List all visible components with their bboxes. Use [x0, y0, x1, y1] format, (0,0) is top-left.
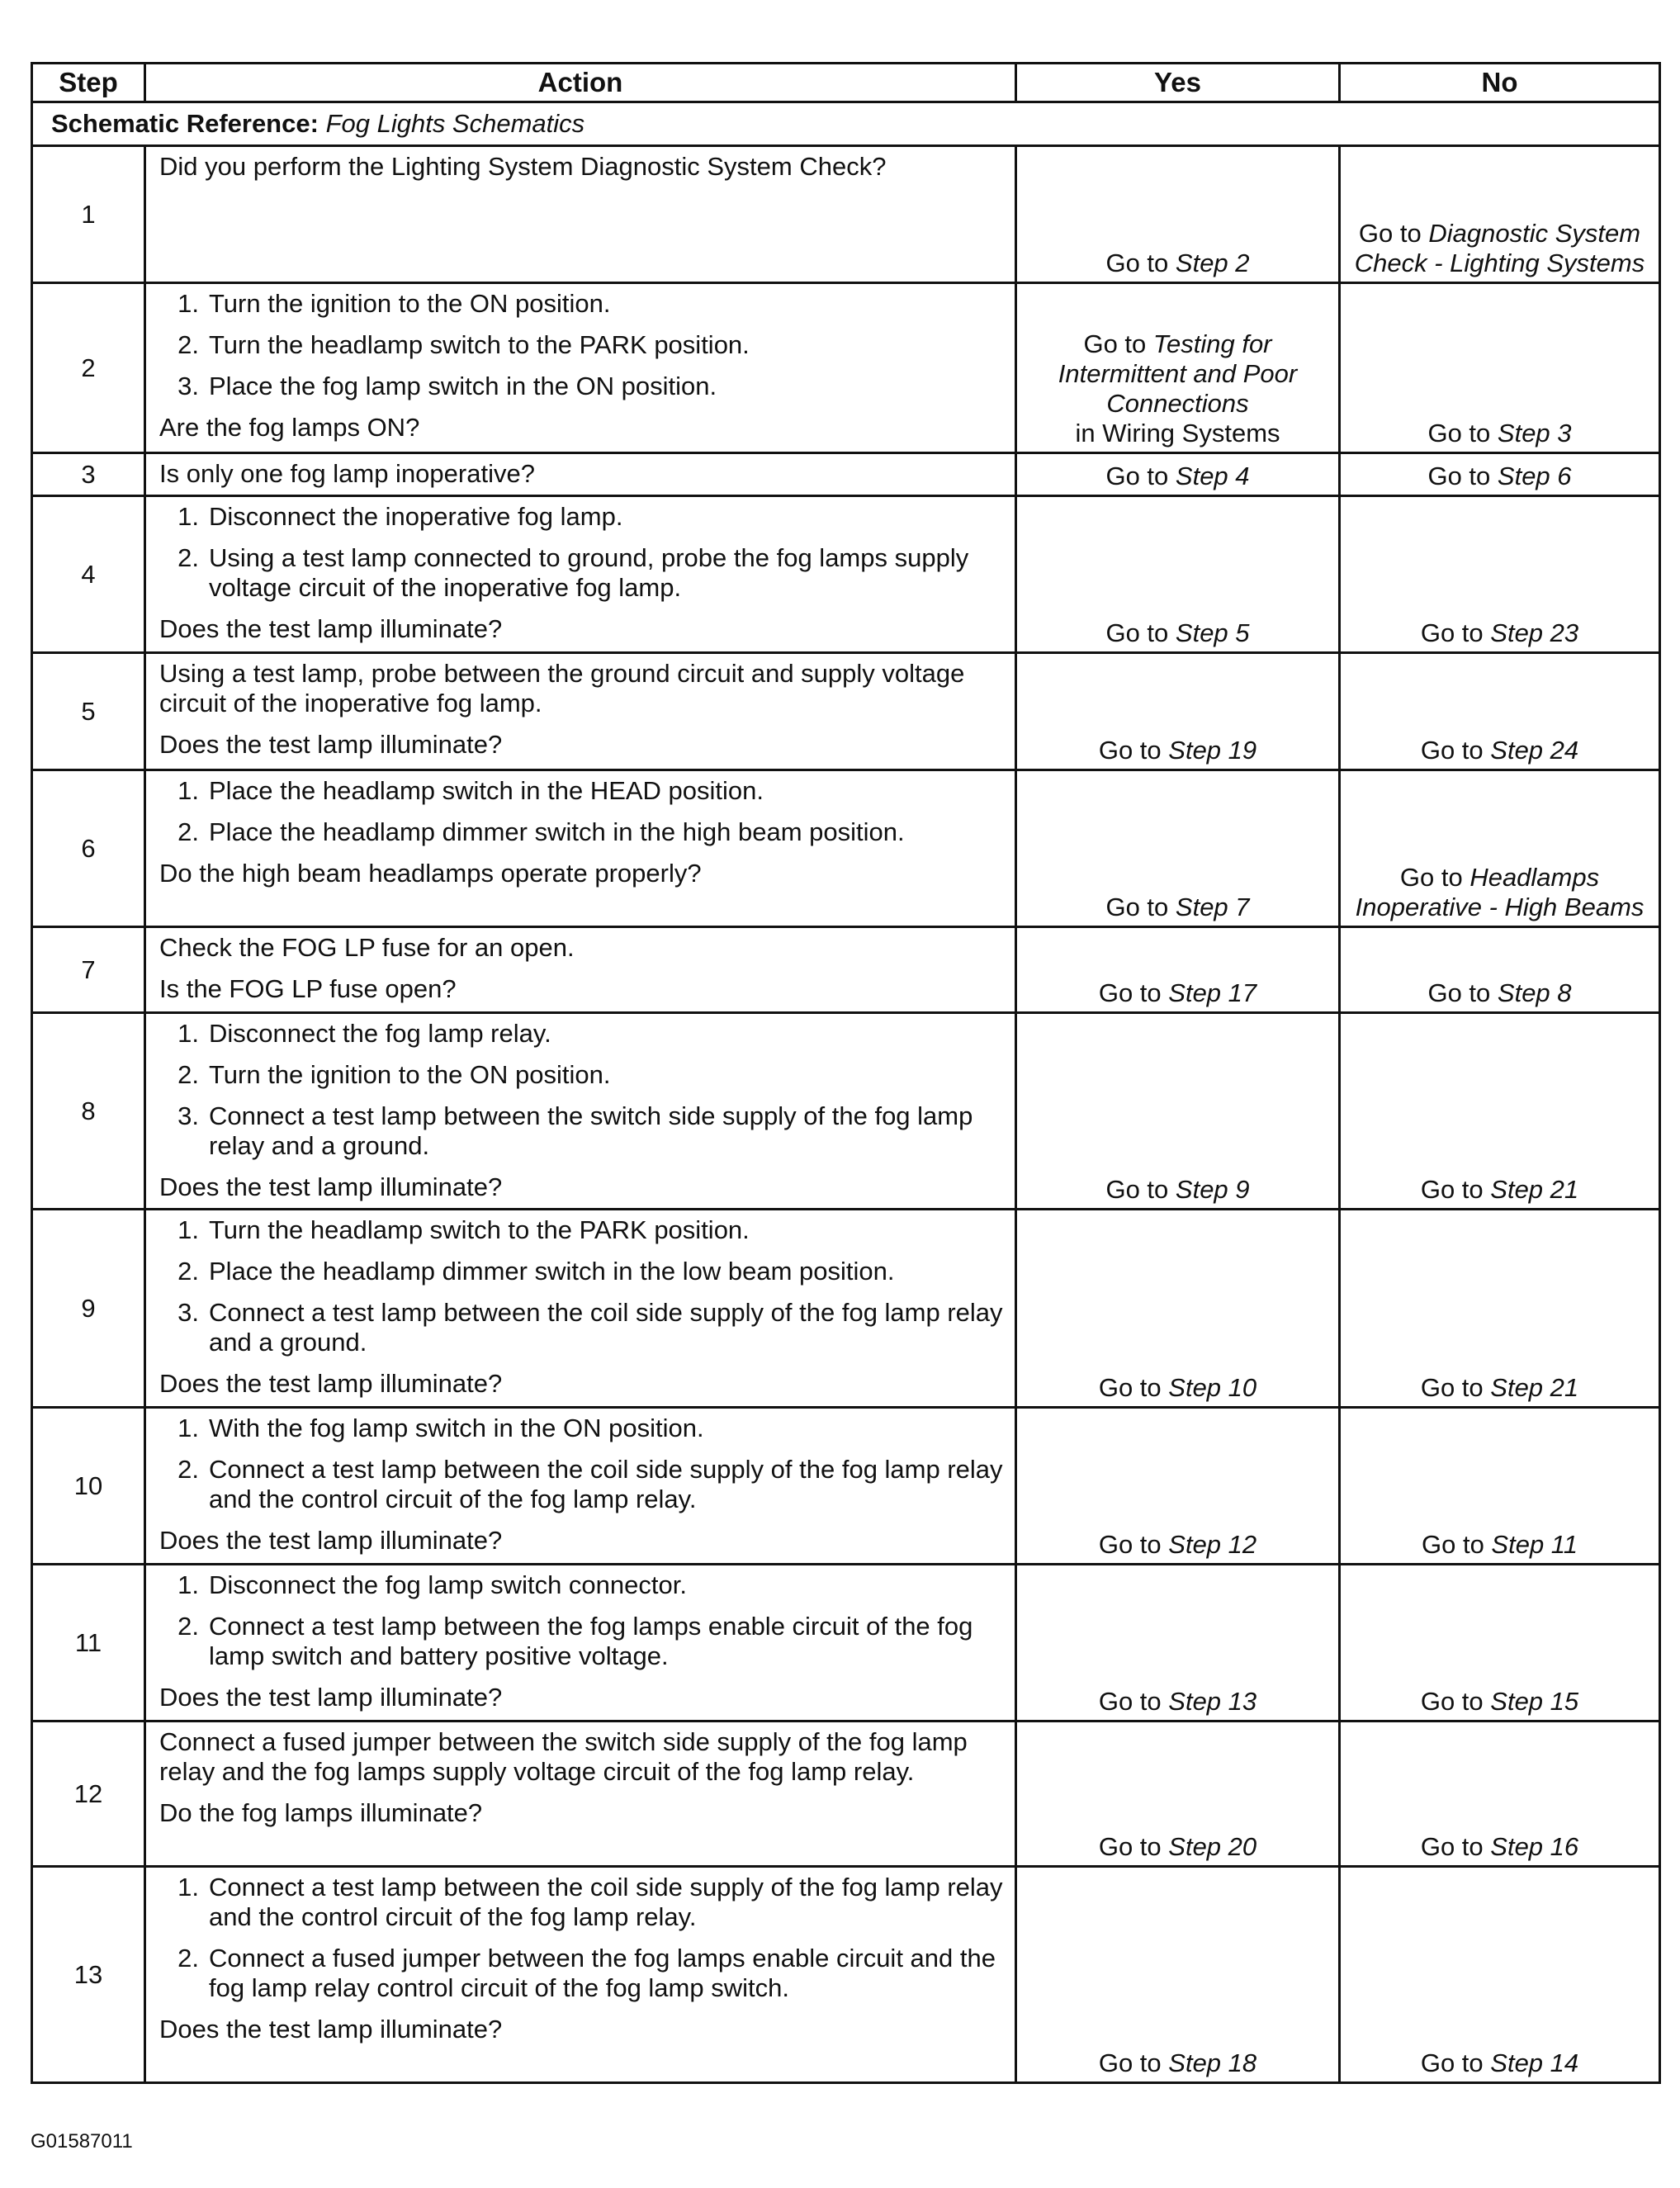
action-step-item: [159, 1257, 1003, 1286]
action-step-text: Place the headlamp switch in the HEAD position.: [209, 776, 764, 805]
action-step-item: [159, 1414, 1003, 1443]
action-steps-list: [159, 776, 1003, 847]
schematic-reference-link[interactable]: Fog Lights Schematics: [325, 109, 585, 138]
goto-link[interactable]: [1347, 618, 1652, 648]
goto-target: Step 3: [1497, 419, 1572, 448]
action-step-item: [159, 289, 1003, 319]
yes-result: [1016, 453, 1340, 496]
goto-suffix: in Wiring Systems: [1075, 419, 1280, 448]
goto-link[interactable]: [1347, 863, 1652, 922]
goto-prefix: Go to: [1105, 249, 1176, 277]
action-step-text: Place the headlamp dimmer switch in the low beam position.: [209, 1257, 895, 1286]
goto-target: Step 23: [1490, 618, 1579, 647]
goto-prefix: Go to: [1098, 1832, 1169, 1861]
yes-result: [1016, 1722, 1340, 1867]
schematic-reference: [32, 102, 1660, 146]
step-row: [32, 1722, 1660, 1867]
goto-target: Step 11: [1491, 1530, 1578, 1559]
goto-target: Step 7: [1175, 893, 1250, 921]
goto-link[interactable]: [1347, 2048, 1652, 2078]
header-row: [32, 64, 1660, 102]
action-step-number: 1.: [177, 289, 199, 318]
goto-target: Step 21: [1490, 1373, 1579, 1402]
step-number: 8: [32, 1013, 145, 1210]
action-step-number: 1.: [177, 776, 199, 805]
action-step-number: 2.: [177, 1612, 199, 1641]
step-number: 5: [32, 653, 145, 770]
action-step-number: 2.: [177, 1257, 199, 1286]
goto-prefix: Go to: [1420, 736, 1491, 765]
yes-result: [1016, 927, 1340, 1013]
goto-link[interactable]: [1024, 1373, 1332, 1403]
action-steps-list: [159, 1873, 1003, 2003]
action-question: Do the high beam headlamps operate properly?: [159, 859, 702, 888]
goto-target: Step 16: [1490, 1832, 1579, 1861]
step-row: [32, 927, 1660, 1013]
goto-target: Step 6: [1497, 462, 1572, 490]
action-step-item: [159, 1455, 1003, 1514]
action-step-text: Disconnect the fog lamp switch connector.: [209, 1570, 687, 1599]
header-yes: Yes: [1016, 64, 1340, 102]
goto-target: Step 8: [1497, 978, 1572, 1007]
action-step-number: 1.: [177, 1570, 199, 1599]
goto-target: Step 24: [1490, 736, 1579, 765]
goto-target: Step 14: [1490, 2048, 1579, 2077]
yes-result: [1016, 1565, 1340, 1722]
action-step-number: 2.: [177, 543, 199, 572]
action-step-item: [159, 817, 1003, 847]
goto-link[interactable]: [1347, 1832, 1652, 1862]
action-step-item: [159, 1944, 1003, 2003]
goto-target: Headlamps Inoperative - High Beams: [1355, 863, 1645, 921]
goto-link[interactable]: [1347, 978, 1652, 1008]
goto-target: Step 5: [1175, 618, 1250, 647]
action-step-text: Place the headlamp dimmer switch in the high beam position.: [209, 817, 905, 846]
action-question: Is only one fog lamp inoperative?: [159, 459, 535, 488]
goto-prefix: Go to: [1105, 893, 1176, 921]
goto-link[interactable]: [1347, 1687, 1652, 1717]
goto-link[interactable]: [1024, 1530, 1332, 1560]
goto-prefix: Go to: [1098, 1687, 1169, 1716]
goto-prefix: Go to: [1098, 736, 1169, 765]
action-step-number: 3.: [177, 372, 199, 400]
action-steps-list: [159, 1570, 1003, 1671]
goto-target: Step 2: [1175, 249, 1250, 277]
no-result: [1340, 770, 1660, 927]
goto-link[interactable]: [1024, 1832, 1332, 1862]
action-question: Does the test lamp illuminate?: [159, 730, 503, 759]
goto-prefix: Go to: [1420, 1175, 1491, 1204]
step-number: 11: [32, 1565, 145, 1722]
action-question: Does the test lamp illuminate?: [159, 1526, 503, 1555]
yes-result: [1016, 770, 1340, 927]
schematic-reference-row: [32, 102, 1660, 146]
step-number: 13: [32, 1867, 145, 2083]
goto-prefix: Go to: [1105, 618, 1176, 647]
action-intro: Check the FOG LP fuse for an open.: [159, 933, 575, 962]
no-result: [1340, 1565, 1660, 1722]
action-question: Do the fog lamps illuminate?: [159, 1798, 483, 1827]
goto-prefix: Go to: [1098, 978, 1169, 1007]
no-result: [1340, 496, 1660, 653]
action-step-number: 2.: [177, 1455, 199, 1484]
action-intro: Did you perform the Lighting System Diagnostic System Check?: [159, 152, 887, 181]
goto-link[interactable]: [1024, 462, 1332, 491]
action-step-text: Using a test lamp connected to ground, probe the fog lamps supply voltage circuit of the inoperative fog lamp.: [209, 543, 969, 602]
goto-target: Step 21: [1490, 1175, 1579, 1204]
goto-prefix: Go to: [1420, 2048, 1491, 2077]
step-row: [32, 146, 1660, 283]
step-number: 4: [32, 496, 145, 653]
diagnostic-table: [31, 62, 1661, 2084]
no-result: [1340, 1210, 1660, 1408]
action-step-text: Connect a test lamp between the coil side supply of the fog lamp relay and a ground.: [209, 1298, 1003, 1357]
step-number: 9: [32, 1210, 145, 1408]
schematic-reference-label: Schematic Reference:: [51, 109, 319, 138]
step-number: 3: [32, 453, 145, 496]
action-steps-list: [159, 1414, 1003, 1514]
figure-id: G01587011: [31, 2130, 133, 2152]
action-question: Does the test lamp illuminate?: [159, 1172, 503, 1201]
goto-prefix: Go to: [1083, 329, 1153, 358]
step-number: 7: [32, 927, 145, 1013]
action-question: Does the test lamp illuminate?: [159, 1683, 503, 1712]
step-number: 1: [32, 146, 145, 283]
yes-result: [1016, 496, 1340, 653]
action-steps-list: [159, 1215, 1003, 1357]
action-step-item: [159, 1215, 1003, 1245]
action-step-number: 1.: [177, 1215, 199, 1244]
action-steps-list: [159, 502, 1003, 603]
action-step-number: 2.: [177, 817, 199, 846]
action-step-text: Disconnect the inoperative fog lamp.: [209, 502, 623, 531]
goto-target: Step 18: [1168, 2048, 1257, 2077]
action-question: Are the fog lamps ON?: [159, 413, 420, 442]
goto-prefix: Go to: [1358, 219, 1429, 248]
yes-result: [1016, 653, 1340, 770]
goto-target: Testing for Intermittent and Poor Connections: [1058, 329, 1298, 418]
goto-target: Step 15: [1490, 1687, 1579, 1716]
no-result: [1340, 1722, 1660, 1867]
step-number: 2: [32, 283, 145, 453]
action-step-item: [159, 502, 1003, 532]
action-step-number: 2.: [177, 1060, 199, 1089]
step-row: [32, 496, 1660, 653]
goto-target: Step 12: [1168, 1530, 1257, 1559]
action-step-number: 2.: [177, 330, 199, 359]
step-row: [32, 1408, 1660, 1565]
goto-prefix: Go to: [1098, 2048, 1169, 2077]
step-action: [145, 453, 1016, 496]
action-step-number: 1.: [177, 1019, 199, 1048]
goto-prefix: Go to: [1105, 1175, 1176, 1204]
step-row: [32, 1013, 1660, 1210]
goto-link[interactable]: [1347, 736, 1652, 765]
goto-target: Step 9: [1175, 1175, 1250, 1204]
action-step-number: 1.: [177, 502, 199, 531]
no-result: [1340, 1013, 1660, 1210]
goto-link[interactable]: [1024, 736, 1332, 765]
goto-prefix: Go to: [1098, 1530, 1169, 1559]
action-question: Is the FOG LP fuse open?: [159, 974, 457, 1003]
goto-link[interactable]: [1024, 2048, 1332, 2078]
action-intro: Using a test lamp, probe between the ground circuit and supply voltage circuit of the inoperative fog lamp.: [159, 659, 965, 717]
header-step: Step: [32, 64, 145, 102]
action-step-text: Disconnect the fog lamp relay.: [209, 1019, 551, 1048]
yes-result: [1016, 1210, 1340, 1408]
action-step-text: Turn the headlamp switch to the PARK position.: [209, 1215, 750, 1244]
goto-link[interactable]: [1347, 1530, 1652, 1560]
action-step-text: Turn the ignition to the ON position.: [209, 1060, 611, 1089]
goto-target: Step 20: [1168, 1832, 1257, 1861]
action-step-item: [159, 1019, 1003, 1049]
yes-result: [1016, 1013, 1340, 1210]
action-steps-list: [159, 1019, 1003, 1161]
no-result: [1340, 1408, 1660, 1565]
goto-link[interactable]: [1024, 618, 1332, 648]
yes-result: [1016, 1867, 1340, 2083]
header-no: No: [1340, 64, 1660, 102]
no-result: [1340, 653, 1660, 770]
step-action: [145, 1722, 1016, 1867]
no-result: [1340, 283, 1660, 453]
action-step-item: [159, 1060, 1003, 1090]
step-action: [145, 770, 1016, 927]
action-step-text: Turn the headlamp switch to the PARK position.: [209, 330, 750, 359]
action-step-item: [159, 330, 1003, 360]
goto-link[interactable]: [1347, 1373, 1652, 1403]
action-step-text: Connect a test lamp between the coil side supply of the fog lamp relay and the control circuit of the fog lamp relay.: [209, 1873, 1003, 1931]
step-action: [145, 927, 1016, 1013]
step-action: [145, 1565, 1016, 1722]
goto-prefix: Go to: [1420, 1832, 1491, 1861]
no-result: [1340, 1867, 1660, 2083]
goto-target: Step 17: [1168, 978, 1257, 1007]
step-row: [32, 283, 1660, 453]
step-row: [32, 770, 1660, 927]
yes-result: [1016, 1408, 1340, 1565]
action-step-item: [159, 1570, 1003, 1600]
action-step-text: Place the fog lamp switch in the ON position.: [209, 372, 717, 400]
step-number: 6: [32, 770, 145, 927]
action-question: Does the test lamp illuminate?: [159, 2015, 503, 2044]
goto-link[interactable]: [1347, 462, 1652, 491]
step-action: [145, 1210, 1016, 1408]
goto-link[interactable]: [1347, 219, 1652, 278]
action-step-item: [159, 1873, 1003, 1932]
action-step-text: Turn the ignition to the ON position.: [209, 289, 611, 318]
action-step-item: [159, 1101, 1003, 1161]
goto-prefix: Go to: [1420, 1687, 1491, 1716]
goto-target: Step 4: [1175, 462, 1250, 490]
action-intro: Connect a fused jumper between the switch side supply of the fog lamp relay and the fog lamps supply voltage circuit of the fog lamp relay.: [159, 1727, 968, 1786]
goto-link[interactable]: [1024, 1687, 1332, 1717]
goto-prefix: Go to: [1427, 978, 1498, 1007]
goto-target: Step 10: [1168, 1373, 1257, 1402]
action-step-number: 2.: [177, 1944, 199, 1973]
step-action: [145, 283, 1016, 453]
action-step-item: [159, 1298, 1003, 1357]
action-step-item: [159, 776, 1003, 806]
step-action: [145, 653, 1016, 770]
goto-prefix: Go to: [1427, 419, 1498, 448]
goto-link[interactable]: [1024, 978, 1332, 1008]
step-number: 10: [32, 1408, 145, 1565]
action-step-text: With the fog lamp switch in the ON position.: [209, 1414, 704, 1442]
goto-prefix: Go to: [1420, 1373, 1491, 1402]
no-result: [1340, 927, 1660, 1013]
step-row: [32, 1867, 1660, 2083]
action-step-text: Connect a test lamp between the switch side supply of the fog lamp relay and a ground.: [209, 1101, 973, 1160]
action-question: Does the test lamp illuminate?: [159, 1369, 503, 1398]
goto-prefix: Go to: [1105, 462, 1176, 490]
step-action: [145, 146, 1016, 283]
action-step-number: 1.: [177, 1414, 199, 1442]
action-step-text: Connect a test lamp between the coil side supply of the fog lamp relay and the control circuit of the fog lamp relay.: [209, 1455, 1003, 1513]
action-step-number: 3.: [177, 1298, 199, 1327]
goto-target: Diagnostic System Check - Lighting Systems: [1354, 219, 1645, 277]
step-action: [145, 1013, 1016, 1210]
action-question: Does the test lamp illuminate?: [159, 614, 503, 643]
header-action: Action: [145, 64, 1016, 102]
goto-prefix: Go to: [1427, 462, 1498, 490]
step-number: 12: [32, 1722, 145, 1867]
action-step-item: [159, 543, 1003, 603]
step-action: [145, 1867, 1016, 2083]
yes-result: [1016, 283, 1340, 453]
step-action: [145, 1408, 1016, 1565]
no-result: [1340, 453, 1660, 496]
step-row: [32, 653, 1660, 770]
goto-link[interactable]: [1024, 329, 1332, 419]
goto-link[interactable]: [1024, 1175, 1332, 1205]
goto-link[interactable]: [1347, 1175, 1652, 1205]
goto-target: Step 13: [1168, 1687, 1257, 1716]
no-result: [1340, 146, 1660, 283]
action-step-text: Connect a fused jumper between the fog lamps enable circuit and the fog lamp relay control circuit of the fog lamp switch.: [209, 1944, 996, 2002]
action-step-item: [159, 372, 1003, 401]
step-row: [32, 1210, 1660, 1408]
goto-prefix: Go to: [1399, 863, 1470, 892]
goto-link[interactable]: [1024, 249, 1332, 278]
step-row: [32, 453, 1660, 496]
goto-target: Step 19: [1168, 736, 1257, 765]
goto-prefix: Go to: [1421, 1530, 1492, 1559]
action-step-text: Connect a test lamp between the fog lamps enable circuit of the fog lamp switch and battery positive voltage.: [209, 1612, 973, 1670]
goto-prefix: Go to: [1420, 618, 1491, 647]
step-action: [145, 496, 1016, 653]
yes-result: [1016, 146, 1340, 283]
action-steps-list: [159, 289, 1003, 401]
step-row: [32, 1565, 1660, 1722]
action-step-number: 1.: [177, 1873, 199, 1901]
goto-link[interactable]: [1347, 419, 1652, 448]
action-step-number: 3.: [177, 1101, 199, 1130]
goto-link[interactable]: [1024, 893, 1332, 922]
action-step-item: [159, 1612, 1003, 1671]
goto-prefix: Go to: [1098, 1373, 1169, 1402]
